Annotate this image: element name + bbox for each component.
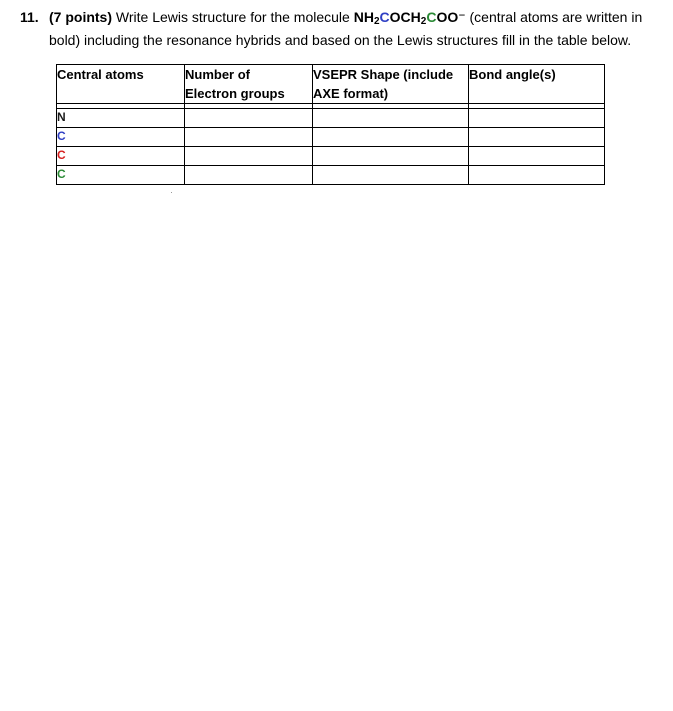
header-central-atoms-line1: Central atoms: [57, 67, 144, 82]
atom-cell-c-green: C: [57, 166, 185, 185]
formula-charge: ⁻: [458, 9, 466, 25]
question-text-before: Write Lewis structure for the molecule: [112, 9, 354, 25]
formula-sub-2: 2: [420, 16, 427, 27]
header-bond-angles-line1: Bond angle(s): [469, 67, 556, 82]
stray-dot: [171, 192, 172, 193]
electron-groups-input-c2[interactable]: [185, 147, 313, 166]
formula-part-3: OCH: [389, 9, 421, 25]
question-line-2: bold) including the resonance hybrids and based on the Lewis structures fill in the table below.: [49, 32, 632, 48]
header-row: [57, 65, 605, 104]
formula-sub-1: 2: [373, 16, 380, 27]
header-electron-groups: [185, 65, 313, 104]
atom-cell-c-red: C: [57, 147, 185, 166]
bond-angle-input-c2[interactable]: [469, 147, 605, 166]
question-text-after: (central atoms are written in: [465, 9, 643, 25]
table-row-n: [57, 109, 605, 128]
question-points: (7 points): [49, 9, 112, 25]
electron-groups-input-n[interactable]: [185, 109, 313, 128]
atom-cell-n: N: [57, 109, 185, 128]
bond-angle-input-n[interactable]: [469, 109, 605, 128]
formula-part-2: C: [379, 9, 390, 25]
vsepr-shape-input-c3[interactable]: [313, 166, 469, 185]
answer-table: [56, 64, 605, 185]
question-line-1: [20, 8, 660, 31]
table-row-c2: [57, 147, 605, 166]
vsepr-shape-input-c1[interactable]: [313, 128, 469, 147]
header-central-atoms: [57, 65, 185, 104]
table-row-c1: [57, 128, 605, 147]
bond-angle-input-c1[interactable]: [469, 128, 605, 147]
question-number: 11.: [20, 9, 39, 25]
electron-groups-input-c3[interactable]: [185, 166, 313, 185]
header-electron-groups-line1: Number of: [185, 67, 250, 82]
formula-part-1: NH: [353, 9, 374, 25]
formula-part-4: C: [426, 9, 437, 25]
table-row-c3: [57, 166, 605, 185]
vsepr-shape-input-c2[interactable]: [313, 147, 469, 166]
header-vsepr-shape-line2: AXE format): [313, 86, 389, 101]
header-electron-groups-line2: Electron groups: [185, 86, 285, 101]
question-block: [20, 8, 660, 50]
vsepr-shape-input-n[interactable]: [313, 109, 469, 128]
formula-part-5: OO: [436, 9, 459, 25]
header-vsepr-shape: [313, 65, 469, 104]
atom-cell-c-blue: C: [57, 128, 185, 147]
electron-groups-input-c1[interactable]: [185, 128, 313, 147]
header-vsepr-shape-line1: VSEPR Shape (include: [313, 67, 454, 82]
header-bond-angles: [469, 65, 605, 104]
bond-angle-input-c3[interactable]: [469, 166, 605, 185]
